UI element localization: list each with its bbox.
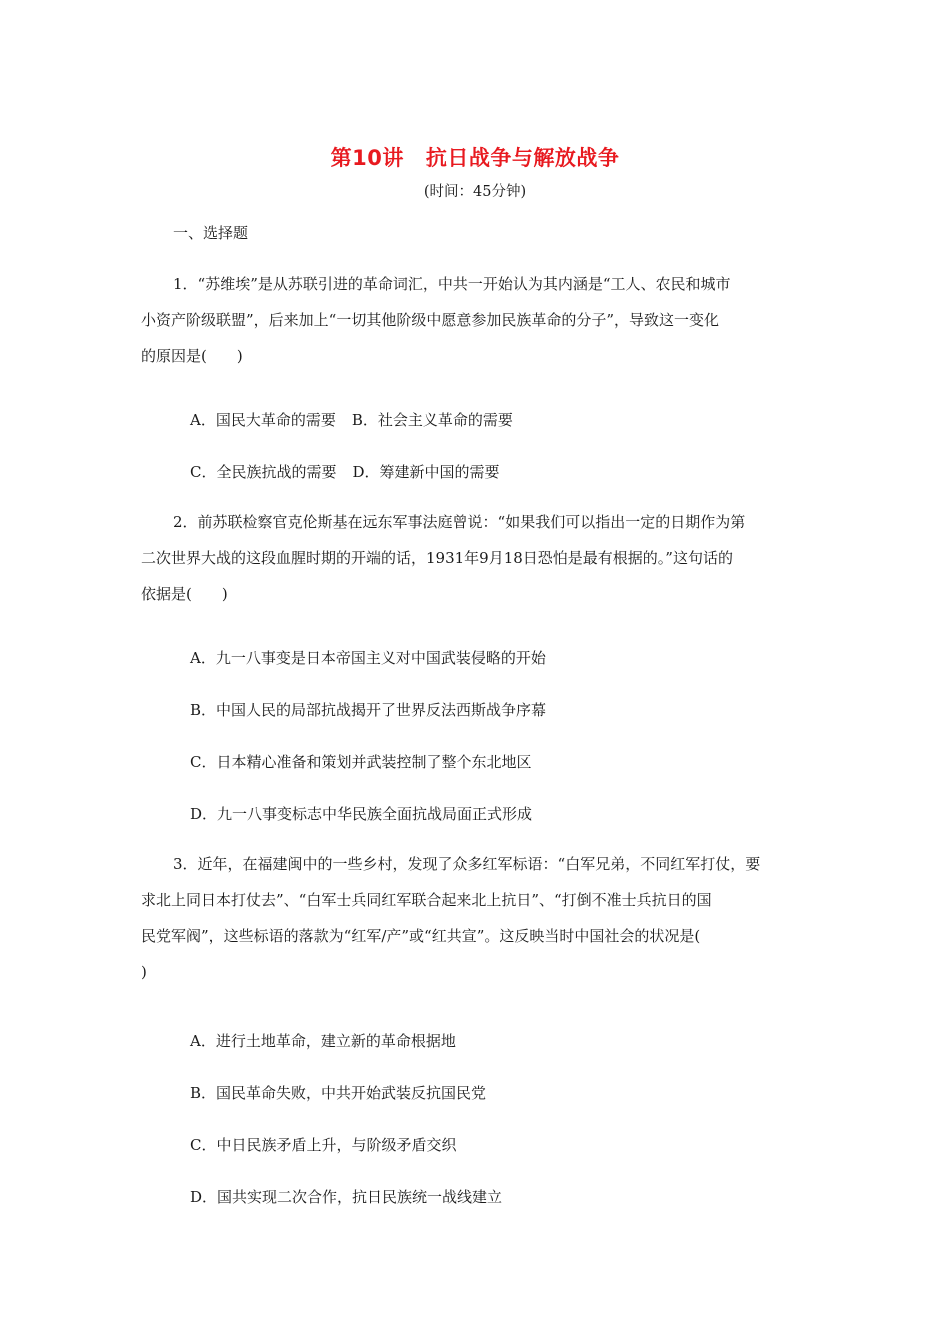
question-line: 的原因是( ): [141, 347, 243, 365]
question-line: 民党军阀”，这些标语的落款为“红军/产”或“红共宣”。这反映当时中国社会的状况是(: [141, 927, 701, 945]
page-title: [0, 142, 950, 172]
question-line: 求北上同日本打仗去”、“白军士兵同红军联合起来北上抗日”、“打倒不准士兵抗日的国: [141, 891, 712, 909]
question-2-option-c[interactable]: C．日本精心准备和策划并武装控制了整个东北地区: [190, 753, 532, 771]
question-3-option-d[interactable]: D．国共实现二次合作，抗日民族统一战线建立: [190, 1188, 503, 1206]
question-2-option-a[interactable]: A．九一八事变是日本帝国主义对中国武装侵略的开始: [190, 649, 546, 667]
question-3-option-b[interactable]: B．国民革命失败，中共开始武装反抗国民党: [190, 1084, 487, 1102]
question-line: 1．“苏维埃”是从苏联引进的革命词汇，中共一开始认为其内涵是“工人、农民和城市: [173, 275, 731, 293]
title-topic: 抗日战争与解放战争: [425, 146, 620, 170]
question-line: 二次世界大战的这段血腥时期的开端的话，1931年9月18日恐怕是最有根据的。”这句话的: [141, 549, 733, 567]
option-d[interactable]: D．筹建新中国的需要: [352, 463, 500, 481]
question-1-options-row-1: [190, 409, 513, 430]
question-3-option-a[interactable]: A．进行土地革命，建立新的革命根据地: [190, 1032, 456, 1050]
option-a[interactable]: A．国民大革命的需要: [190, 411, 336, 429]
question-line: 依据是( ): [141, 585, 228, 603]
question-line: 2．前苏联检察官克伦斯基在远东军事法庭曾说：“如果我们可以指出一定的日期作为第: [173, 513, 746, 531]
time-limit: (时间：45分钟): [423, 184, 527, 200]
question-line: 小资产阶级联盟”，后来加上“一切其他阶级中愿意参加民族革命的分子”，导致这一变化: [141, 311, 720, 329]
question-1-options-row-2: [190, 461, 500, 482]
question-2-option-d[interactable]: D．九一八事变标志中华民族全面抗战局面正式形成: [190, 805, 533, 823]
question-line: ): [141, 963, 147, 981]
option-c[interactable]: C．全民族抗战的需要: [190, 463, 337, 481]
section-heading: 一、选择题: [173, 224, 249, 242]
question-2-stem: [141, 504, 813, 612]
question-3-stem: [141, 846, 813, 990]
option-b[interactable]: B．社会主义革命的需要: [351, 411, 513, 429]
question-2-option-b[interactable]: B．中国人民的局部抗战揭开了世界反法西斯战争序幕: [190, 701, 547, 719]
question-1-stem: [141, 266, 813, 374]
title-lecture-number: 第10讲: [330, 146, 404, 170]
question-line: 3．近年，在福建闽中的一些乡村，发现了众多红军标语：“白军兄弟，不同红军打仗，要: [173, 855, 761, 873]
question-3-option-c[interactable]: C．中日民族矛盾上升，与阶级矛盾交织: [190, 1136, 457, 1154]
